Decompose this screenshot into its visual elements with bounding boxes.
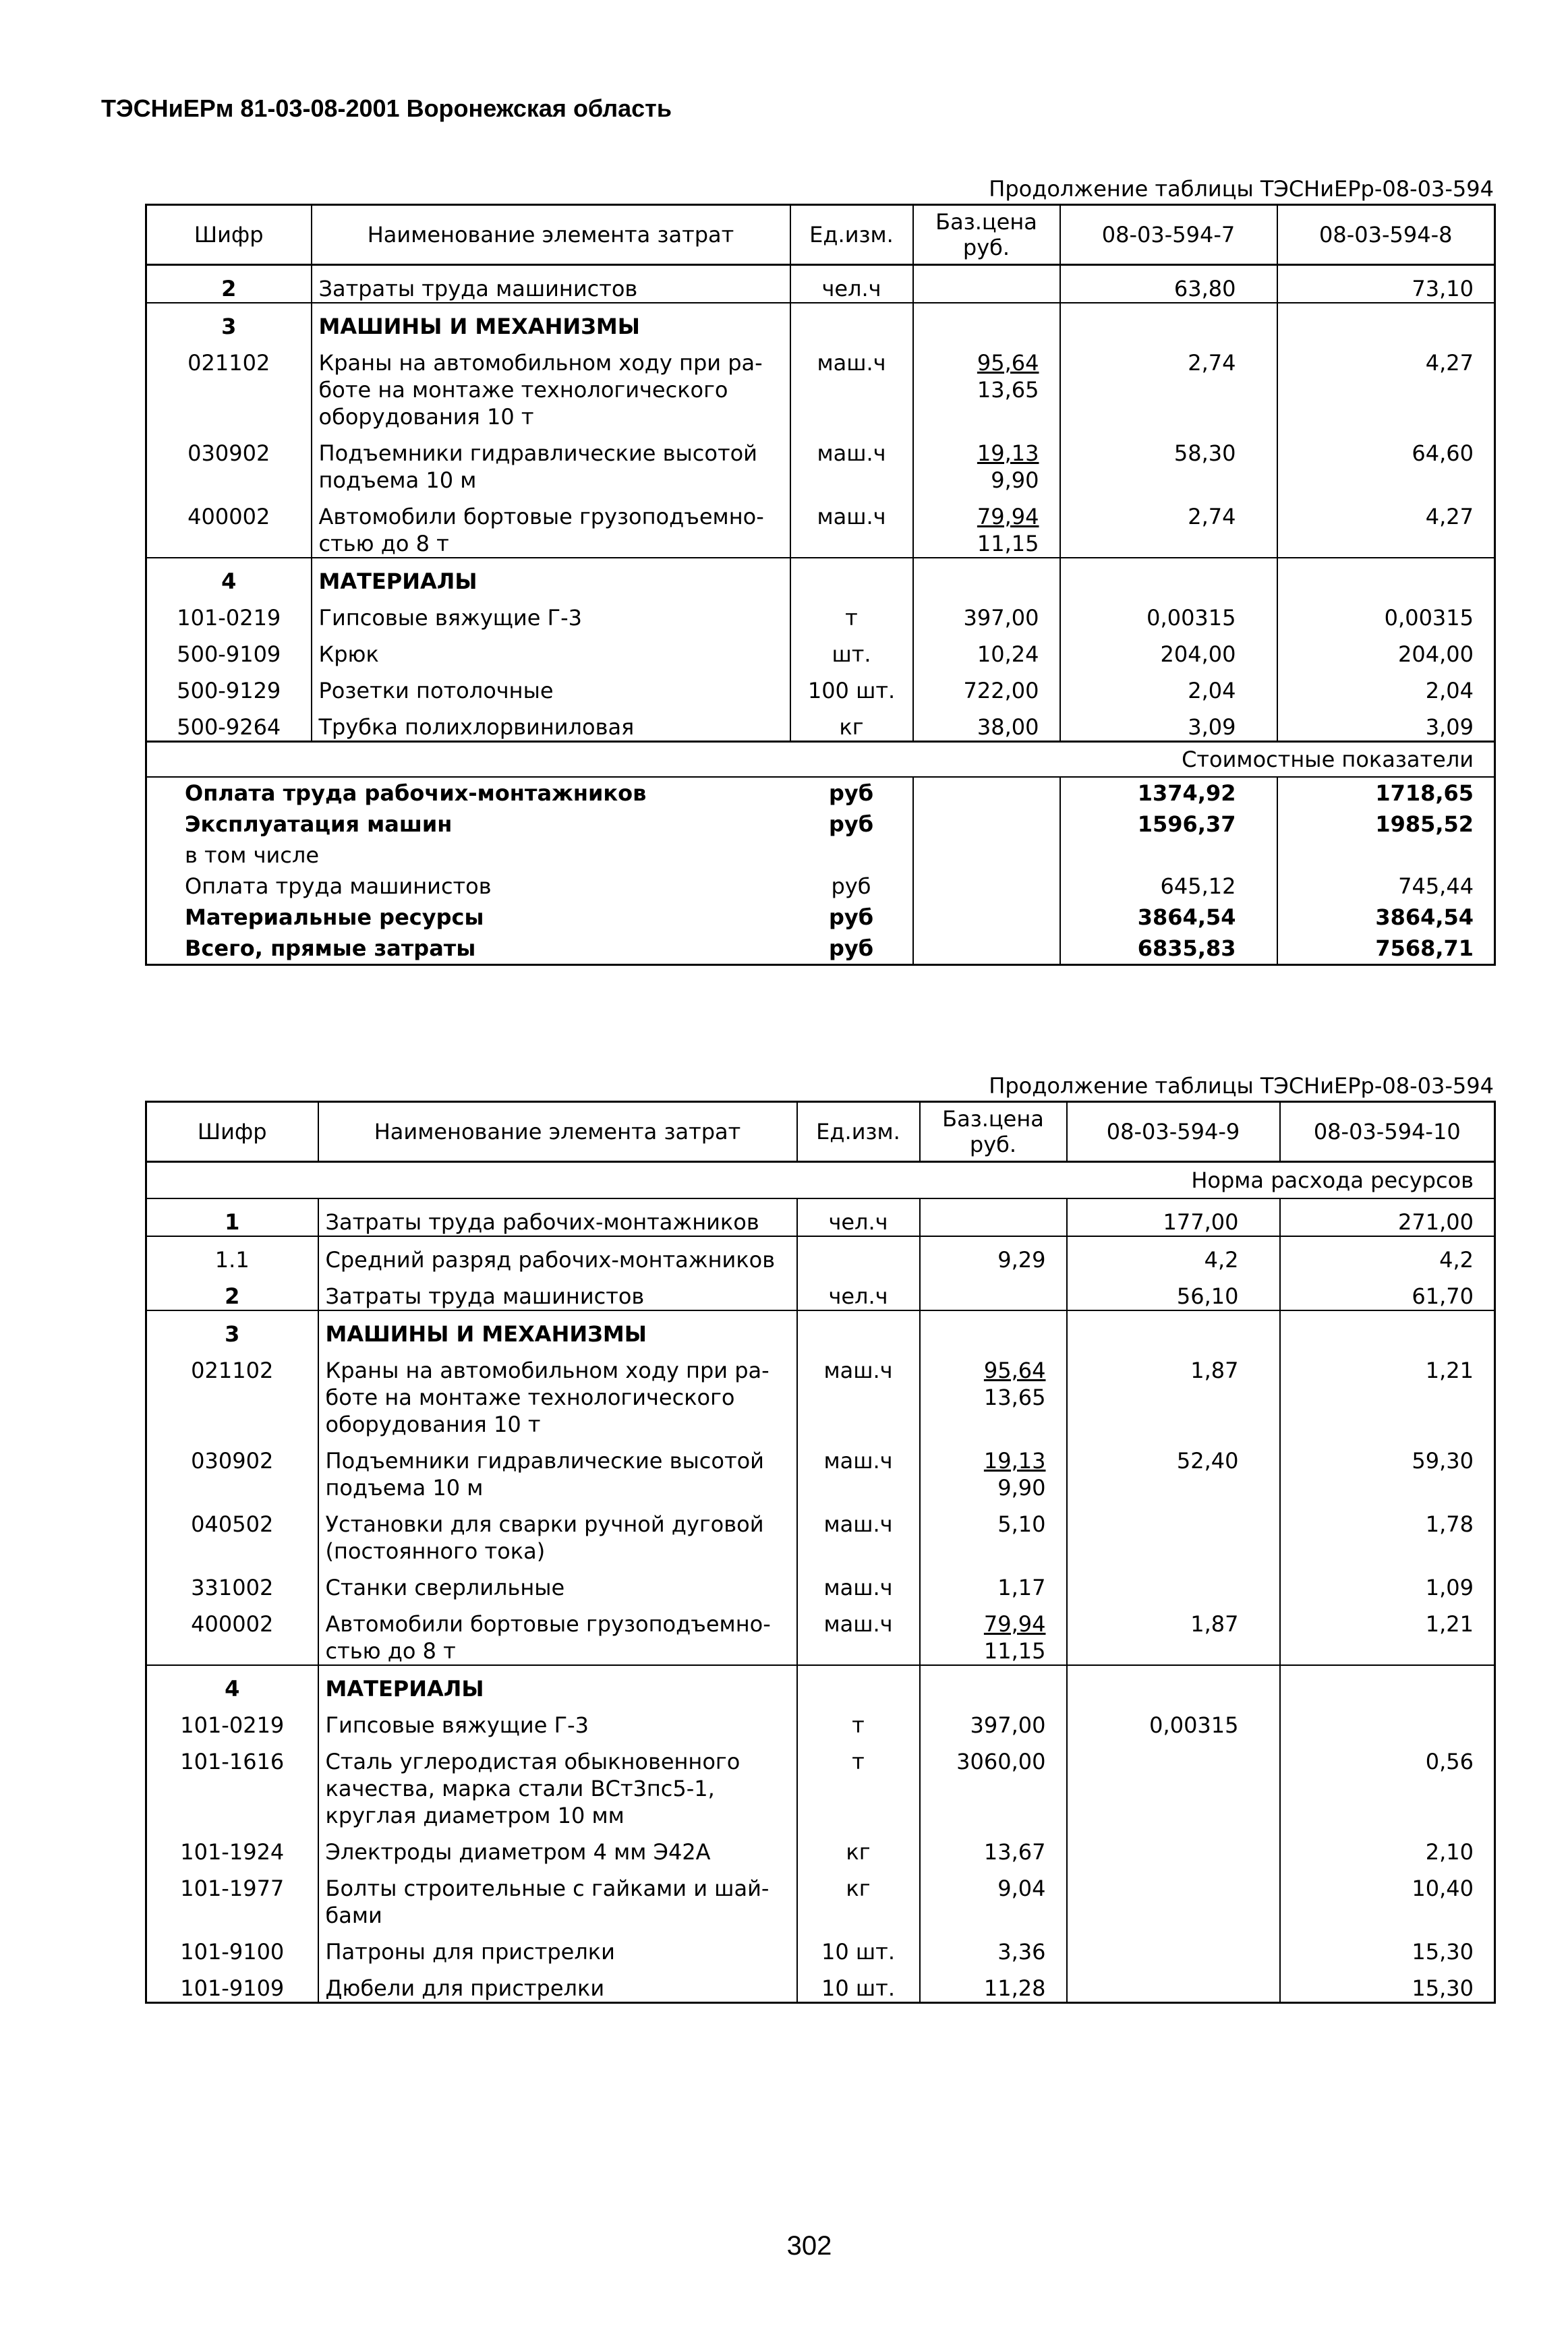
table1-section (145, 174, 1494, 966)
row-unit (797, 1236, 920, 1273)
row-name: Краны на автомобильном ходу при ра-боте на монтаже технологического оборудования 10 т (318, 1348, 797, 1438)
row-code: 101-9100 (180, 1939, 285, 1965)
row-price (913, 668, 1060, 704)
row-price (920, 1829, 1067, 1865)
row-value-1 (1067, 1929, 1280, 1965)
row-value-1: 56,10 (1067, 1273, 1280, 1310)
price-value: 9,29 (997, 1247, 1046, 1273)
row-price (913, 631, 1060, 668)
row-value-1: 0,00315 (1067, 1702, 1280, 1739)
price-value: 722,00 (963, 678, 1039, 703)
row-name: Автомобили бортовые грузоподъемно-стью до 8 т (318, 1601, 797, 1665)
row-value-1: 52,40 (1067, 1438, 1280, 1501)
row-price (913, 303, 1060, 340)
row-value-2: 271,00 (1280, 1198, 1495, 1236)
row-price (920, 1438, 1067, 1501)
row-unit (797, 1665, 920, 1702)
row-value-1: 3,09 (1060, 704, 1277, 742)
row-name: Средний разряд рабочих-монтажников (318, 1236, 797, 1273)
row-name: Сталь углеродистая обыкновенного качества, марка стали ВСт3пс5-1, круглая диаметром 10 мм (318, 1739, 797, 1829)
row-name: Крюк (312, 631, 790, 668)
row-code: 1.1 (214, 1247, 250, 1273)
row-unit: т (797, 1702, 920, 1739)
row-code: 3 (225, 1321, 240, 1347)
row-code: 101-1977 (180, 1876, 285, 1901)
table-row (146, 1273, 1495, 1310)
table2-caption: Продолжение таблицы ТЭСНиЕРр-08-03-594 (989, 1073, 1494, 1099)
row-value-2 (1280, 1665, 1495, 1702)
row-unit: маш.ч (797, 1601, 920, 1665)
price-wage: 13,65 (977, 377, 1039, 403)
cost-label: Материальные ресурсы (185, 904, 484, 930)
row-value-2: 73,10 (1277, 265, 1495, 303)
row-price (920, 1198, 1067, 1236)
cost-value-2: 7568,71 (1277, 933, 1495, 965)
row-price (913, 494, 1060, 558)
cost-unit: руб (828, 904, 874, 930)
cost-value-1: 3864,54 (1060, 902, 1277, 933)
price-wage: 11,15 (983, 1638, 1046, 1664)
row-price (920, 1601, 1067, 1665)
table-row (146, 558, 1495, 595)
row-name: Дюбели для пристрелки (318, 1965, 797, 2003)
cost-row (146, 871, 1495, 902)
table-row (146, 340, 1495, 430)
table-row (146, 1965, 1495, 2003)
row-unit: маш.ч (797, 1501, 920, 1565)
row-value-1: 2,74 (1060, 494, 1277, 558)
row-value-2: 0,00315 (1277, 595, 1495, 631)
header-name: Наименование элемента затрат (312, 205, 790, 265)
row-value-1 (1067, 1501, 1280, 1565)
cost-row (146, 840, 1495, 871)
row-value-1: 0,00315 (1060, 595, 1277, 631)
row-value-2: 1,21 (1280, 1601, 1495, 1665)
row-value-2: 4,2 (1280, 1236, 1495, 1273)
row-unit: т (797, 1739, 920, 1829)
row-value-1: 177,00 (1067, 1198, 1280, 1236)
row-price (913, 265, 1060, 303)
row-name: Гипсовые вяжущие Г-3 (318, 1702, 797, 1739)
row-price (920, 1565, 1067, 1601)
table-row (146, 1702, 1495, 1739)
group-title: МАТЕРИАЛЫ (318, 1665, 797, 1702)
row-price (920, 1929, 1067, 1965)
row-unit (790, 303, 913, 340)
row-price (920, 1501, 1067, 1565)
table-row (146, 631, 1495, 668)
row-value-2: 3,09 (1277, 704, 1495, 742)
table-row (146, 704, 1495, 742)
row-unit: маш.ч (790, 430, 913, 494)
row-name: Станки сверлильные (318, 1565, 797, 1601)
row-code: 030902 (187, 440, 270, 466)
table2-section (145, 1071, 1494, 2004)
row-name: Патроны для пристрелки (318, 1929, 797, 1965)
cost-label: Всего, прямые затраты (185, 935, 476, 961)
cost-unit: руб (828, 780, 874, 806)
price-value: 95,64 (977, 350, 1039, 376)
row-price (920, 1310, 1067, 1348)
row-price (920, 1236, 1067, 1273)
row-value-2: 1,78 (1280, 1501, 1495, 1565)
row-name: Болты строительные с гайками и шай-бами (318, 1865, 797, 1929)
group-title: МАШИНЫ И МЕХАНИЗМЫ (312, 303, 790, 340)
group-title: МАШИНЫ И МЕХАНИЗМЫ (318, 1310, 797, 1348)
price-value: 79,94 (977, 504, 1039, 529)
row-price (913, 595, 1060, 631)
price-value: 10,24 (977, 641, 1039, 667)
table-row (146, 595, 1495, 631)
row-unit: шт. (790, 631, 913, 668)
row-price (920, 1739, 1067, 1829)
row-unit: 100 шт. (790, 668, 913, 704)
row-name: Подъемники гидравлические высотой подъема 10 м (312, 430, 790, 494)
row-price (913, 558, 1060, 595)
price-value: 38,00 (977, 714, 1039, 740)
table-row (146, 1929, 1495, 1965)
row-price (920, 1702, 1067, 1739)
table-row (146, 494, 1495, 558)
table-row (146, 430, 1495, 494)
header-unit: Ед.изм. (790, 205, 913, 265)
document-title: ТЭСНиЕРм 81-03-08-2001 Воронежская область (101, 94, 672, 122)
row-price (920, 1665, 1067, 1702)
norm-header: Норма расхода ресурсов (146, 1162, 1495, 1199)
row-code: 500-9264 (177, 714, 281, 740)
row-name: Электроды диаметром 4 мм Э42А (318, 1829, 797, 1865)
row-unit: 10 шт. (797, 1965, 920, 2003)
price-value: 3,36 (997, 1939, 1046, 1965)
row-name: Краны на автомобильном ходу при ра-боте на монтаже технологического оборудования 10 т (312, 340, 790, 430)
table-row (146, 1565, 1495, 1601)
row-value-2: 1,21 (1280, 1348, 1495, 1438)
cost-value-2: 3864,54 (1277, 902, 1495, 933)
price-value: 397,00 (970, 1712, 1046, 1738)
row-code: 030902 (191, 1448, 274, 1474)
row-code: 4 (225, 1676, 240, 1702)
row-value-1 (1067, 1565, 1280, 1601)
cost-row (146, 777, 1495, 809)
cost-unit (790, 840, 913, 871)
row-unit: кг (790, 704, 913, 742)
row-value-2: 64,60 (1277, 430, 1495, 494)
cost-price (913, 871, 1060, 902)
row-value-2: 0,56 (1280, 1739, 1495, 1829)
cost-unit: руб (831, 873, 871, 899)
row-unit: маш.ч (790, 494, 913, 558)
row-value-1 (1060, 558, 1277, 595)
cost-value-1: 1374,92 (1060, 777, 1277, 809)
table2-header-row (146, 1102, 1495, 1162)
row-value-1: 2,04 (1060, 668, 1277, 704)
row-unit: чел.ч (797, 1198, 920, 1236)
price-value: 9,04 (997, 1876, 1046, 1901)
cost-label: в том числе (185, 842, 319, 868)
row-unit: маш.ч (790, 340, 913, 430)
row-value-2 (1277, 558, 1495, 595)
row-name: Трубка полихлорвиниловая (312, 704, 790, 742)
table-row (146, 265, 1495, 303)
row-value-1 (1067, 1965, 1280, 2003)
row-code: 4 (221, 569, 237, 594)
table-row (146, 1665, 1495, 1702)
row-code: 101-9109 (180, 1975, 285, 2001)
price-wage: 13,65 (983, 1385, 1046, 1410)
row-unit: т (790, 595, 913, 631)
page-number: 302 (786, 2231, 832, 2261)
row-name: Автомобили бортовые грузоподъемно-стью до 8 т (312, 494, 790, 558)
row-price (913, 430, 1060, 494)
row-value-1: 1,87 (1067, 1601, 1280, 1665)
row-value-1 (1067, 1310, 1280, 1348)
cost-price (913, 933, 1060, 965)
row-code: 500-9109 (177, 641, 281, 667)
row-unit: кг (797, 1865, 920, 1929)
row-name: Затраты труда рабочих-монтажников (318, 1198, 797, 1236)
row-value-2: 59,30 (1280, 1438, 1495, 1501)
row-value-1 (1060, 303, 1277, 340)
row-value-1 (1067, 1665, 1280, 1702)
cost-row (146, 933, 1495, 965)
group-title: МАТЕРИАЛЫ (312, 558, 790, 595)
cost-price (913, 809, 1060, 840)
cost-value-1: 1596,37 (1060, 809, 1277, 840)
table1-header-row (146, 205, 1495, 265)
row-name: Розетки потолочные (312, 668, 790, 704)
price-value: 1,17 (997, 1575, 1046, 1600)
table-row (146, 1865, 1495, 1929)
row-code: 400002 (191, 1611, 274, 1637)
row-unit (797, 1310, 920, 1348)
row-price (920, 1348, 1067, 1438)
row-value-1: 2,74 (1060, 340, 1277, 430)
row-code: 101-1924 (180, 1839, 285, 1865)
cost-price (913, 902, 1060, 933)
norm-header-row (146, 1162, 1495, 1199)
cost-value-2: 1718,65 (1277, 777, 1495, 809)
row-unit: чел.ч (797, 1273, 920, 1310)
row-price (920, 1965, 1067, 2003)
row-value-2: 2,10 (1280, 1829, 1495, 1865)
table2 (145, 1101, 1496, 2004)
row-value-1: 63,80 (1060, 265, 1277, 303)
price-value: 95,64 (983, 1358, 1046, 1383)
cost-price (913, 840, 1060, 871)
row-value-1: 1,87 (1067, 1348, 1280, 1438)
price-wage: 9,90 (997, 1475, 1046, 1501)
row-unit: маш.ч (797, 1565, 920, 1601)
row-value-1: 204,00 (1060, 631, 1277, 668)
row-code: 021102 (191, 1358, 274, 1383)
header-code: Шифр (194, 222, 264, 248)
cost-header: Стоимостные показатели (146, 743, 1495, 777)
row-code: 101-0219 (180, 1712, 285, 1738)
table-row (146, 1601, 1495, 1665)
row-value-2: 15,30 (1280, 1929, 1495, 1965)
row-value-1 (1067, 1865, 1280, 1929)
header-col1: 08-03-594-9 (1067, 1102, 1280, 1162)
header-col1: 08-03-594-7 (1060, 205, 1277, 265)
table-row (146, 303, 1495, 340)
row-code: 3 (221, 314, 237, 339)
row-unit: кг (797, 1829, 920, 1865)
row-code: 101-1616 (180, 1749, 285, 1774)
price-value: 397,00 (963, 605, 1039, 631)
row-code: 400002 (187, 504, 270, 529)
row-code: 331002 (191, 1575, 274, 1600)
row-unit: маш.ч (797, 1348, 920, 1438)
price-value: 11,28 (983, 1975, 1046, 2001)
row-unit: 10 шт. (797, 1929, 920, 1965)
row-value-1: 4,2 (1067, 1236, 1280, 1273)
row-value-2: 2,04 (1277, 668, 1495, 704)
row-price (913, 340, 1060, 430)
price-value: 3060,00 (956, 1749, 1046, 1774)
table-row (146, 1501, 1495, 1565)
row-unit: маш.ч (797, 1438, 920, 1501)
row-value-1 (1067, 1829, 1280, 1865)
header-unit: Ед.изм. (797, 1102, 920, 1162)
cost-header-row (146, 743, 1495, 777)
cost-row (146, 809, 1495, 840)
row-value-2 (1280, 1310, 1495, 1348)
table1-costs (145, 743, 1496, 966)
row-name: Подъемники гидравлические высотой подъема 10 м (318, 1438, 797, 1501)
cost-row (146, 902, 1495, 933)
row-name: Гипсовые вяжущие Г-3 (312, 595, 790, 631)
row-value-2 (1280, 1702, 1495, 1739)
row-code: 2 (225, 1283, 240, 1309)
row-price (920, 1865, 1067, 1929)
header-col2: 08-03-594-8 (1277, 205, 1495, 265)
cost-price (913, 777, 1060, 809)
cost-value-2: 745,44 (1277, 871, 1495, 902)
row-value-2: 61,70 (1280, 1273, 1495, 1310)
price-value: 79,94 (983, 1611, 1046, 1637)
price-value: 5,10 (997, 1511, 1046, 1537)
row-unit: чел.ч (790, 265, 913, 303)
cost-value-1 (1060, 840, 1277, 871)
cost-label: Эксплуатация машин (185, 811, 453, 837)
row-value-2: 4,27 (1277, 494, 1495, 558)
table2-body (146, 1198, 1495, 2003)
row-code: 040502 (191, 1511, 274, 1537)
cost-value-1: 6835,83 (1060, 933, 1277, 965)
row-value-2: 15,30 (1280, 1965, 1495, 2003)
row-code: 021102 (187, 350, 270, 376)
price-value: 19,13 (983, 1448, 1046, 1474)
price-wage: 9,90 (991, 467, 1039, 493)
row-code: 2 (221, 276, 237, 301)
cost-value-2: 1985,52 (1277, 809, 1495, 840)
row-value-2: 10,40 (1280, 1865, 1495, 1929)
header-price: Баз.цена руб. (920, 1102, 1067, 1162)
table-row (146, 1348, 1495, 1438)
cost-body (146, 777, 1495, 965)
header-price: Баз.цена руб. (913, 205, 1060, 265)
row-price (920, 1273, 1067, 1310)
table-row (146, 1829, 1495, 1865)
row-name: Затраты труда машинистов (318, 1273, 797, 1310)
price-wage: 11,15 (977, 531, 1039, 556)
table-row (146, 1198, 1495, 1236)
header-name: Наименование элемента затрат (318, 1102, 797, 1162)
price-value: 13,67 (983, 1839, 1046, 1865)
price-value: 19,13 (977, 440, 1039, 466)
table1 (145, 204, 1496, 743)
table1-body (146, 265, 1495, 742)
cost-value-2 (1277, 840, 1495, 871)
row-value-2: 204,00 (1277, 631, 1495, 668)
row-name: Установки для сварки ручной дуговой (постоянного тока) (318, 1501, 797, 1565)
table-row (146, 1739, 1495, 1829)
cost-value-1: 645,12 (1060, 871, 1277, 902)
row-unit (790, 558, 913, 595)
table-row (146, 668, 1495, 704)
header-code: Шифр (197, 1119, 267, 1144)
row-name: Затраты труда машинистов (312, 265, 790, 303)
row-value-2: 4,27 (1277, 340, 1495, 430)
cost-label: Оплата труда машинистов (185, 873, 492, 899)
row-code: 101-0219 (177, 605, 281, 631)
table-row (146, 1438, 1495, 1501)
row-value-1 (1067, 1739, 1280, 1829)
header-col2: 08-03-594-10 (1280, 1102, 1495, 1162)
table-row (146, 1310, 1495, 1348)
row-value-2 (1277, 303, 1495, 340)
cost-unit: руб (828, 935, 874, 961)
cost-unit: руб (828, 811, 874, 837)
row-value-2: 1,09 (1280, 1565, 1495, 1601)
table1-caption: Продолжение таблицы ТЭСНиЕРр-08-03-594 (989, 176, 1494, 202)
row-price (913, 704, 1060, 742)
row-code: 500-9129 (177, 678, 281, 703)
cost-label: Оплата труда рабочих-монтажников (185, 780, 647, 806)
row-code: 1 (225, 1209, 240, 1235)
table-row (146, 1236, 1495, 1273)
row-value-1: 58,30 (1060, 430, 1277, 494)
